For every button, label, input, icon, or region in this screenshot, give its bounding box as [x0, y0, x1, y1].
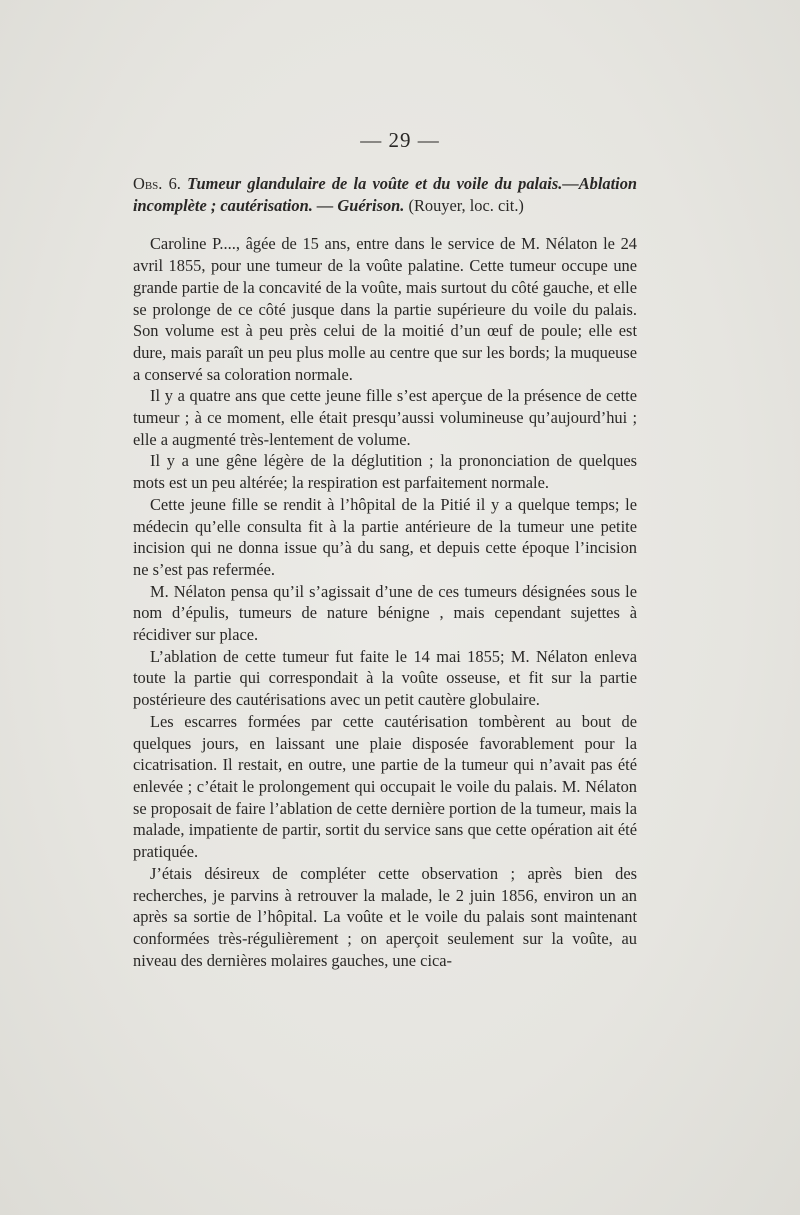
- paragraph: J’étais désireux de compléter cette observation ; après bien des recherches, je parvins à retrouver la malade, le 2 juin 1856, environ un an après sa sortie de l’hôpital. La voûte et le voile du palais sont maintenant conformées très-régulièrement ; on aperçoit seulement sur la voûte, au niveau des dernières molaires gauches, une cica-: [133, 863, 637, 970]
- body-text: [133, 173, 637, 971]
- paragraph: Il y a quatre ans que cette jeune fille s’est aperçue de la présence de cette tumeur ; à ce moment, elle était presqu’aussi volumineuse qu’aujourd’hui ; elle a augmenté très-lentement de volume.: [133, 386, 637, 449]
- paragraph: L’ablation de cette tumeur fut faite le 14 mai 1855; M. Nélaton enleva toute la partie qui correspondait à la voûte osseuse, et fit sur la partie postérieure des cautérisations avec un petit cautère globulaire.: [133, 646, 637, 710]
- observation-source: (Rouyer, loc. cit.): [408, 195, 524, 215]
- page-number: — 29 —: [360, 128, 440, 152]
- observation-heading: [133, 173, 637, 216]
- observation-number: Obs. 6.: [133, 174, 181, 193]
- observation-title: Tumeur glandulaire de la voûte et du voile du palais.—Ablation incomplète ; cautérisation. — Guérison.: [133, 174, 638, 215]
- paragraph: Il y a une gêne légère de la déglutition ; la prononciation de quelques mots est un peu altérée; la respiration est parfaitement normale.: [133, 451, 637, 493]
- paragraph: Les escarres formées par cette cautérisation tombèrent au bout de quelques jours, en laissant une plaie disposée favorablement pour la cicatrisation. Il restait, en outre, une partie de la tumeur qui n’avait pas été enlevée ; c’était le prolongement qui occupait le voile du palais. M. Nélaton se proposait de faire l’ablation de cette dernière portion de la tumeur, mais la malade, impatiente de partir, sortit du service sans que cette opération ait été pratiquée.: [133, 711, 637, 862]
- paragraph: Caroline P...., âgée de 15 ans, entre dans le service de M. Nélaton le 24 avril 1855, pour une tumeur de la voûte palatine. Cette tumeur occupe une grande partie de la concavité de la voûte, mais surtout du côté gauche, et elle se prolonge de ce côté jusque dans la partie supérieure du voile du palais. Son volume est à peu près celui de la moitié d’un œuf de poule; elle est dure, mais paraît un peu plus molle au centre que sur les bords; la muqueuse a conservé sa coloration normale.: [133, 234, 637, 384]
- paragraph: M. Nélaton pensa qu’il s’agissait d’une de ces tumeurs désignées sous le nom d’épulis, tumeurs de nature bénigne , mais cependant sujettes à récidiver sur place.: [133, 581, 637, 645]
- paragraph: Cette jeune fille se rendit à l’hôpital de la Pitié il y a quelque temps; le médecin qu’elle consulta fit à la partie antérieure de la tumeur une petite incision qui ne donna issue qu’à du sang, et depuis cette époque l’incision ne s’est pas refermée.: [133, 494, 637, 579]
